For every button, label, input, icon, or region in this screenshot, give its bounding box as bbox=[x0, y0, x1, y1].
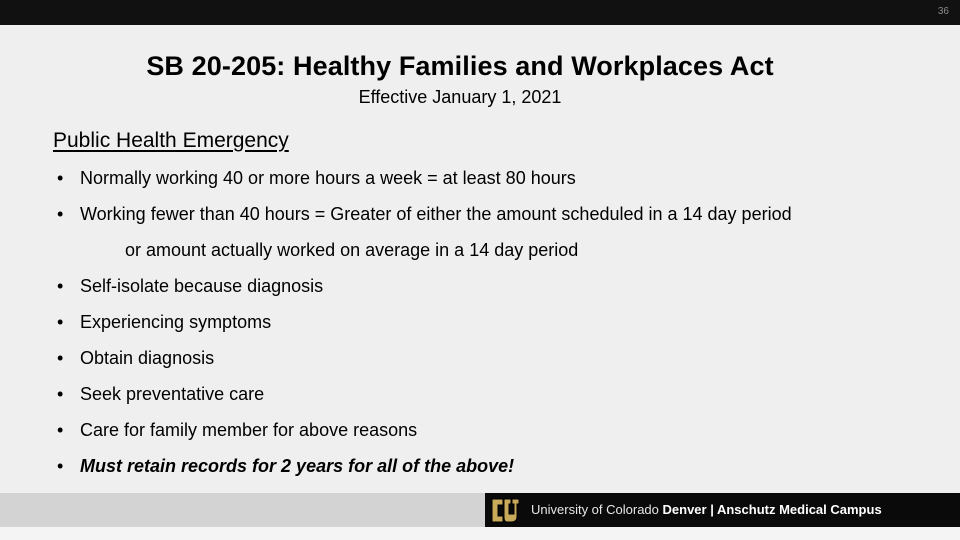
bullet-text: Self-isolate because diagnosis bbox=[80, 276, 324, 296]
bullet-dot: • bbox=[57, 456, 64, 476]
bullet-text: Experiencing symptoms bbox=[80, 312, 272, 332]
bullet-dot: • bbox=[57, 276, 64, 296]
bullet-dot: • bbox=[57, 204, 64, 224]
bullet-dot: • bbox=[57, 420, 64, 440]
bullet-text: Obtain diagnosis bbox=[80, 348, 215, 368]
bullet-dot: • bbox=[57, 312, 64, 332]
bullet-dot: • bbox=[57, 168, 64, 188]
footer-light-band bbox=[0, 493, 485, 527]
slide-title: SB 20-205: Healthy Families and Workplaces Act bbox=[146, 51, 774, 81]
bullet-text: Seek preventative care bbox=[80, 384, 265, 404]
cu-logo-icon bbox=[489, 496, 521, 525]
bullet-text: Normally working 40 or more hours a week = at least 80 hours bbox=[80, 168, 576, 188]
page-number: 36 bbox=[937, 6, 949, 17]
bottom-strip bbox=[0, 527, 960, 540]
bullet-text: Must retain records for 2 years for all of the above! bbox=[80, 456, 515, 476]
footer-university-text bbox=[531, 502, 882, 517]
section-heading: Public Health Emergency bbox=[53, 129, 289, 152]
bullet-text: or amount actually worked on average in a 14 day period bbox=[125, 240, 579, 260]
bullet-dot: • bbox=[57, 348, 64, 368]
bullet-text: Care for family member for above reasons bbox=[80, 420, 418, 440]
slide-subtitle: Effective January 1, 2021 bbox=[358, 87, 562, 107]
bullet-text: Working fewer than 40 hours = Greater of either the amount scheduled in a 14 day period bbox=[80, 204, 792, 224]
footer-university: University of Colorado bbox=[531, 502, 659, 517]
footer-campus: Denver | Anschutz Medical Campus bbox=[662, 502, 882, 517]
top-bar bbox=[0, 0, 960, 25]
bullet-dot: • bbox=[57, 384, 64, 404]
